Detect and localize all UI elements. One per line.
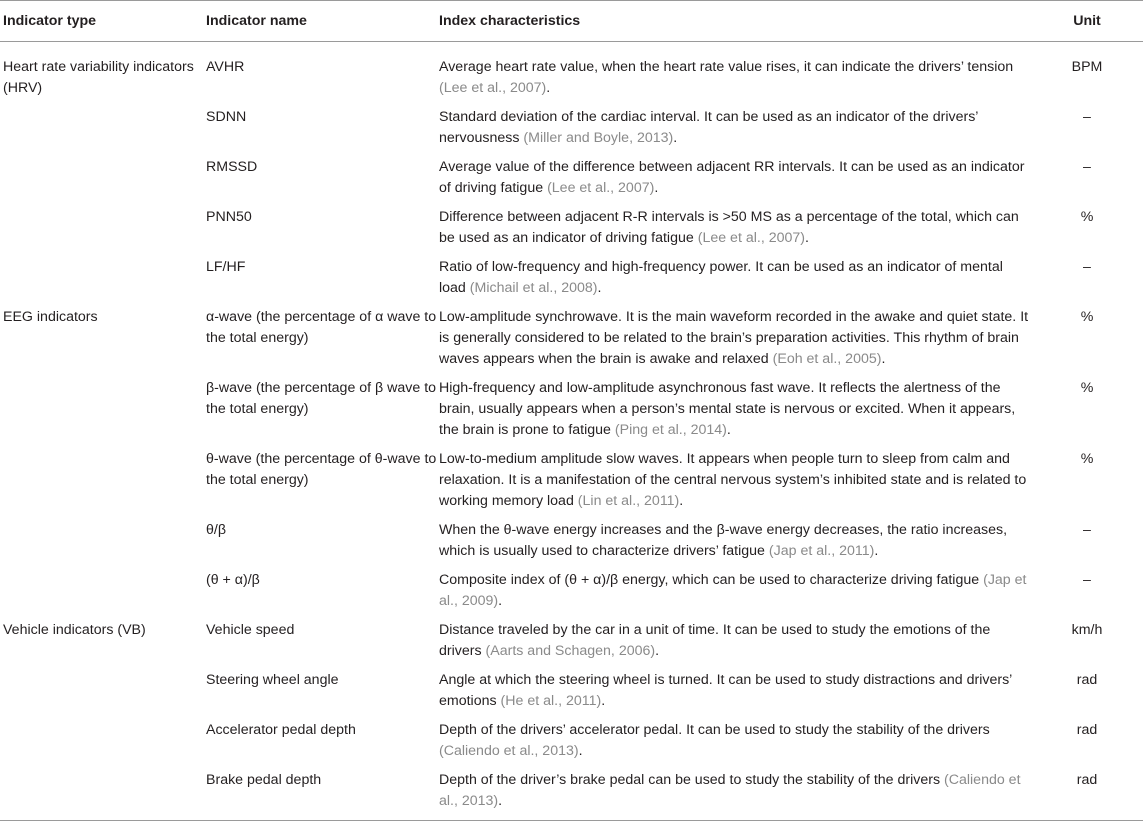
citation-link[interactable]: (Miller and Boyle, 2013) [523,130,674,146]
sentence-end: . [597,280,602,296]
characteristics-text: Ratio of low-frequency and high-frequency power. It can be used as an indicator of mental load [439,259,1003,296]
header-index-characteristics: Index characteristics [439,1,1031,42]
indicator-type-cell [0,716,206,766]
index-characteristics-cell [439,103,1031,153]
unit-cell: % [1080,209,1094,225]
indicator-type-cell: Vehicle indicators (VB) [3,622,146,638]
unit-cell: rad [1076,672,1098,688]
index-characteristics-cell [439,253,1031,303]
indicator-name-cell: Steering wheel angle [206,672,339,688]
characteristics-text: When the θ-wave energy increases and the β-wave energy decreases, the ratio increases, which is usually used to characterize drivers’ fatigue [439,522,1008,559]
citation-link[interactable]: (Jap et al., 2009) [439,572,1027,609]
table-row [0,203,1143,253]
indicator-name-cell: α-wave (the percentage of α wave to the total energy) [206,309,437,346]
citation-link[interactable]: (Lee et al., 2007) [547,180,655,196]
characteristics-text: Low-to-medium amplitude slow waves. It appears when people turn to sleep from calm and relaxation. It is a manifestation of the central nervous system’s inhibited state and is related to working memory load [439,451,1027,509]
indicator-name-cell: β-wave (the percentage of β wave to the total energy) [206,380,437,417]
citation-link[interactable]: (Michail et al., 2008) [469,280,598,296]
citation-link[interactable]: (Caliendo et al., 2013) [439,772,1021,809]
sentence-end: . [601,693,606,709]
index-characteristics-cell [439,445,1031,516]
table-row [0,445,1143,516]
characteristics-text: Low-amplitude synchrowave. It is the main waveform recorded in the awake and quiet state. It is generally considered to be related to the brain’s preparation activities. This rhythm of brain waves appears when the brain is awake and relaxed [439,309,1029,367]
table-body [0,42,1143,821]
citation-link[interactable]: (Aarts and Schagen, 2006) [485,643,656,659]
characteristics-text: Distance traveled by the car in a unit of time. It can be used to study the emotions of the drivers [439,622,991,659]
indicator-type-cell [0,103,206,153]
header-unit: Unit [1031,1,1143,42]
indicator-type-cell [0,153,206,203]
sentence-end: . [726,422,731,438]
citation-link[interactable]: (Ping et al., 2014) [614,422,727,438]
sentence-end: . [881,351,886,367]
index-characteristics-cell [439,153,1031,203]
citation-link[interactable]: (Eoh et al., 2005) [772,351,882,367]
characteristics-text: Average heart rate value, when the heart rate value rises, it can indicate the drivers’ tension [439,59,1014,75]
table-row [0,253,1143,303]
header-indicator-type: Indicator type [0,1,206,42]
header-row [0,1,1143,42]
sentence-end: . [874,543,879,559]
indicator-name-cell: Accelerator pedal depth [206,722,356,738]
unit-cell: % [1080,380,1094,396]
index-characteristics-cell [439,566,1031,616]
indicator-name-cell: LF/HF [206,259,246,275]
indicator-name-cell: θ/β [206,522,226,538]
index-characteristics-cell [439,666,1031,716]
unit-cell: – [1083,109,1091,125]
table-row [0,616,1143,666]
characteristics-text: Depth of the drivers’ accelerator pedal. It can be used to study the stability of the drivers [439,722,990,738]
unit-cell: % [1080,451,1094,467]
indicator-name-cell: SDNN [206,109,247,125]
unit-cell: rad [1076,722,1098,738]
table-row [0,716,1143,766]
table-row [0,374,1143,445]
indicator-type-cell: Heart rate variability indicators (HRV) [3,59,194,96]
unit-cell: rad [1031,766,1143,821]
indicator-name-cell: PNN50 [206,209,252,225]
header-indicator-name: Indicator name [206,1,439,42]
citation-link[interactable]: (Caliendo et al., 2013) [439,743,579,759]
sentence-end: . [804,230,809,246]
indicator-type-cell [0,253,206,303]
citation-link[interactable]: (Lin et al., 2011) [577,493,680,509]
citation-link[interactable]: (Lee et al., 2007) [697,230,805,246]
table-row [0,153,1143,203]
indicator-type-cell [0,374,206,445]
characteristics-text: Angle at which the steering wheel is turned. It can be used to study distractions and drivers’ emotions [439,672,1012,709]
indicator-type-cell: EEG indicators [3,309,98,325]
table-row [0,516,1143,566]
characteristics-text: Average value of the difference between adjacent RR intervals. It can be used as an indicator of driving fatigue [439,159,1025,196]
sentence-end: . [578,743,583,759]
indicator-type-cell [0,516,206,566]
indicator-type-cell [0,766,206,821]
index-characteristics-cell [439,42,1031,104]
indicator-name-cell: AVHR [206,59,245,75]
unit-cell: – [1083,259,1091,275]
citation-link[interactable]: (Lee et al., 2007) [439,80,547,96]
indicator-name-cell: Vehicle speed [206,622,295,638]
index-characteristics-cell [439,616,1031,666]
unit-cell: km/h [1071,622,1103,638]
indicator-type-cell [0,666,206,716]
table-row [0,666,1143,716]
index-characteristics-cell [439,766,1031,821]
citation-link[interactable]: (He et al., 2011) [500,693,602,709]
characteristics-text: Difference between adjacent R-R intervals is >50 MS as a percentage of the total, which can be used as an indicator of driving fatigue [439,209,1019,246]
characteristics-text: Standard deviation of the cardiac interval. It can be used as an indicator of the drivers’ nervousness [439,109,978,146]
characteristics-text: Depth of the driver’s brake pedal can be used to study the stability of the drivers [439,772,941,788]
unit-cell: – [1083,159,1091,175]
indicator-name-cell: RMSSD [206,159,258,175]
sentence-end: . [679,493,684,509]
unit-cell: – [1083,572,1091,588]
indicator-type-cell [0,566,206,616]
indicator-type-cell [0,445,206,516]
sentence-end: . [546,80,551,96]
indicator-name-cell: (θ + α)/β [206,572,260,588]
indicator-type-cell [0,203,206,253]
unit-cell: BPM [1071,59,1103,75]
table-header [0,1,1143,42]
sentence-end: . [498,793,503,809]
table-row [0,566,1143,616]
sentence-end: . [498,593,503,609]
index-characteristics-cell [439,303,1031,374]
characteristics-text: High-frequency and low-amplitude asynchronous fast wave. It reflects the alertness of the brain, usually appears when a person’s mental state is nervous or excited. When it appears, the brain is prone to fatigue [439,380,1016,438]
table-row [0,42,1143,104]
indicator-name-cell: Brake pedal depth [206,766,439,821]
characteristics-text: Composite index of (θ + α)/β energy, which can be used to characterize driving fatigue [439,572,980,588]
sentence-end: . [673,130,678,146]
index-characteristics-cell [439,203,1031,253]
index-characteristics-cell [439,516,1031,566]
unit-cell: – [1083,522,1091,538]
table-row [0,303,1143,374]
table-row [0,766,1143,821]
table-row [0,103,1143,153]
indicator-name-cell: θ-wave (the percentage of θ-wave to the total energy) [206,451,437,488]
sentence-end: . [655,643,660,659]
index-characteristics-cell [439,716,1031,766]
unit-cell: % [1080,309,1094,325]
citation-link[interactable]: (Jap et al., 2011) [768,543,875,559]
index-characteristics-cell [439,374,1031,445]
sentence-end: . [654,180,659,196]
